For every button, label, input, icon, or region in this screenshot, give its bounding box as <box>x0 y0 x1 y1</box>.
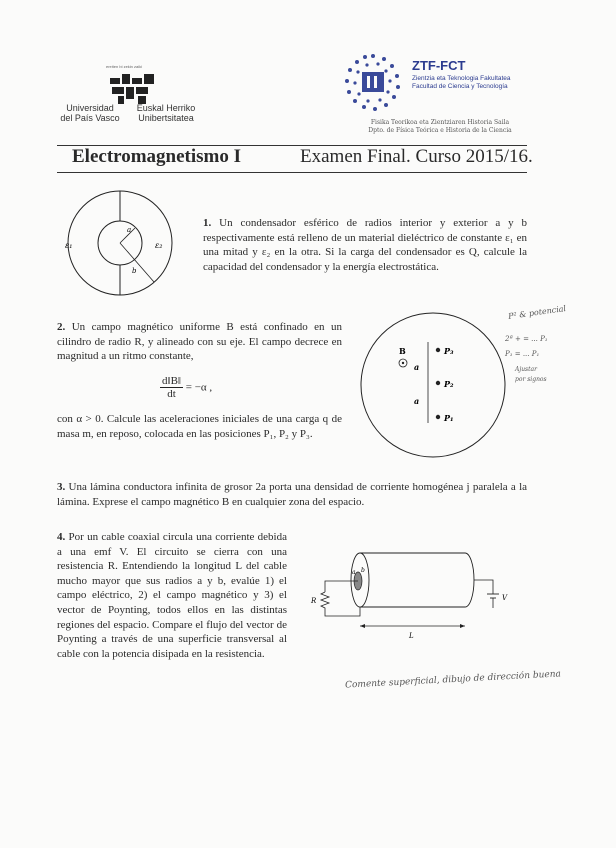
label-p1: P₁ <box>444 413 454 423</box>
title-bottom-rule <box>57 172 527 173</box>
label-a-lower: a <box>414 396 420 406</box>
label-p2: P₂ <box>444 379 454 389</box>
handwritten-note-2: 2ª + = ... P₁ <box>505 335 548 343</box>
university-name-es: Universidad del País Vasco <box>60 103 120 123</box>
problem-1-number: 1. <box>203 217 212 229</box>
problem-4-text: Por un cable coaxial circula una corriente debida a una emf V. El circuito se cierra con una resistencia R. Entendiendo la longitud L del cable mucho mayor que sus radios a y b, evalúe 1) el campo eléctrico, 2) el campo magnético y 3) el vector de Poynting, todos ellos en las distintas regiones del espacio. Compare el flujo del vector de Poynting a través de una superficie transversal al cable con la potencia disipada en la resistencia. <box>57 531 287 660</box>
label-eps1: ε₁ <box>65 241 73 250</box>
problem-2-formula <box>160 375 212 400</box>
problem-4-number: 4. <box>57 531 66 543</box>
university-name-eu: Euskal Herriko Unibertsitatea <box>136 103 196 123</box>
problem-2-statement <box>57 320 342 364</box>
problem-3-text: Una lámina conductora infinita de grosor 2a porta una densidad de corriente homogénea j paralela a la lámina. Exprese el campo magnético B en cualquier zona del espacio. <box>57 481 528 508</box>
problem-3-number: 3. <box>57 481 66 493</box>
upv-ehu-symbol-icon <box>108 72 158 106</box>
ztf-fct-logo-icon <box>340 50 406 116</box>
left-wire <box>325 581 358 592</box>
spherical-capacitor-figure <box>55 188 185 298</box>
point-p2 <box>436 381 440 385</box>
label-L: L <box>409 632 414 640</box>
radius-b-arrow <box>120 243 154 282</box>
formula-denominator: dt <box>167 388 176 400</box>
handwritten-note-1: P² & potencial <box>507 303 567 322</box>
cylinder-section <box>361 313 505 457</box>
problem-4 <box>57 530 287 661</box>
handwritten-note-5: por signos <box>515 376 547 383</box>
problem-2-continuation: con α > 0. Calcule las aceleraciones iniciales de una carga q de masa m, en reposo, colocada en las posiciones P₁, P₂ y P₃. <box>57 413 342 440</box>
department-eu: Fisika Teorikoa eta Zientziaren Historia Saila <box>370 119 510 126</box>
label-b: b <box>132 267 137 275</box>
label-a-upper: a <box>414 362 420 372</box>
formula-numerator: d‖B‖ <box>162 375 182 387</box>
problem-1-text: Un condensador esférico de radios interior y exterior a y b respectivamente está relleno de un material dieléctrico de constante ε₁ en una mitad y ε₂ en la otra. Si la carga del condensador es Q, calcule la capacidad del condensador y la energía electrostática. <box>203 217 528 273</box>
label-b-fig4: b <box>361 567 365 574</box>
faculty-short-name: ZTF-FCT <box>412 58 466 73</box>
handwritten-note-6: Comente superficial, dibujo de dirección buena <box>344 669 562 691</box>
magnetic-cylinder-figure <box>358 310 508 460</box>
label-B: B <box>399 346 406 356</box>
cable-body <box>360 553 474 607</box>
department-es: Dpto. de Física Teórica e Historia de la Ciencia <box>368 127 512 134</box>
formula-rhs: = −α , <box>185 381 213 394</box>
problem-2-number: 2. <box>57 321 66 333</box>
subject-title: Electromagnetismo I <box>72 146 242 167</box>
label-V: V <box>502 594 508 602</box>
label-p3: P₃ <box>444 346 454 356</box>
resistor-icon <box>321 592 360 616</box>
coaxial-cable-figure <box>305 550 520 640</box>
logo-caption: ereiten bi zekin zaiki <box>106 64 143 69</box>
point-p3 <box>436 348 440 352</box>
handwritten-note-3: P₁ = ... P₁ <box>505 350 540 358</box>
label-a-fig4: a <box>352 569 356 576</box>
faculty-name-eu: Zientzia eta Teknologia Fakultatea <box>412 75 511 82</box>
point-p1 <box>436 415 440 419</box>
problem-1 <box>203 216 527 274</box>
problem-2-text: Un campo magnético uniforme B está confinado en un cilindro de radio R, y alineado con su eje. El campo decrece en magnitud a un ritmo constante, <box>57 321 342 363</box>
exam-title: Examen Final. Curso 2015/16. <box>300 146 533 167</box>
label-R: R <box>311 597 317 605</box>
faculty-name-es: Facultad de Ciencia y Tecnología <box>412 83 508 90</box>
label-eps2: ε₂ <box>155 241 163 250</box>
problem-3 <box>57 480 527 509</box>
label-a: a <box>127 226 132 234</box>
handwritten-note-4: Ajustar <box>515 366 537 373</box>
right-wire <box>474 580 493 594</box>
